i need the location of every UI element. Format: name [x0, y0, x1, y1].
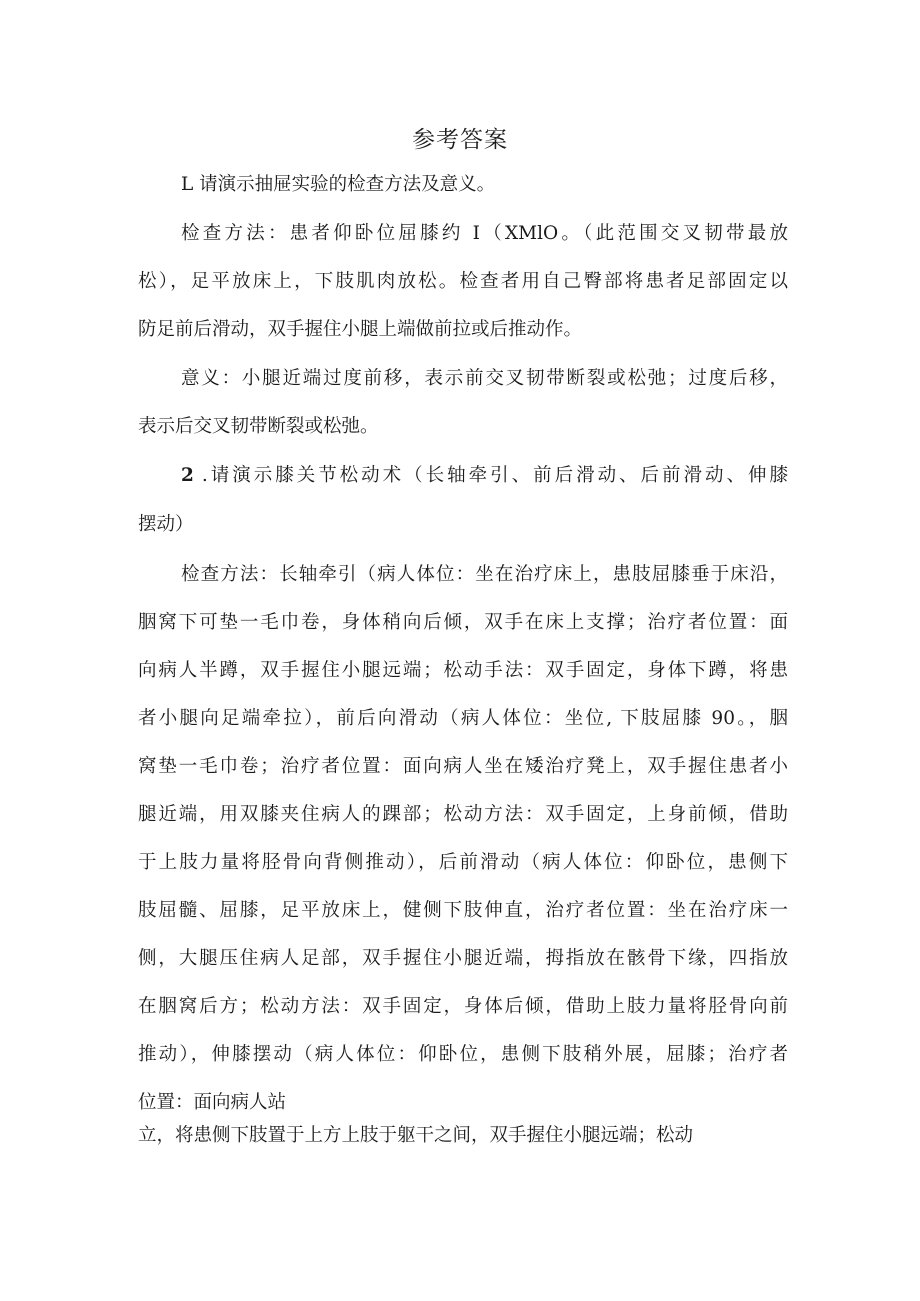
q1-method-line-3: 防足前后滑动，双手握住小腿上端做前拉或后推动作。: [138, 319, 583, 340]
q2-method-line-12: 位置：面向病人站: [138, 1092, 287, 1113]
q2-method-line-13: 立，将患侧下肢置于上方上肢于躯干之间，双手握住小腿远端；松动: [138, 1125, 694, 1146]
page-title: 参考答案: [412, 127, 508, 153]
q1-meaning-line-1: 意义：小腿近端过度前移，表示前交叉韧带断裂或松弛；过度后移，: [181, 368, 788, 389]
q1-method-line-2: 松），足平放床上，下肢肌肉放松。检查者用自己臀部将患者足部固定以: [138, 271, 788, 292]
q2-method-line-4: 者小腿向足端牵拉），前后向滑动（病人体位：坐位, 下肢屈膝 90。，胭: [138, 708, 788, 729]
q2-method-line-10: 在胭窝后方；松动方法：双手固定，身体后倾，借助上肢力量将胫骨向前: [138, 996, 788, 1017]
q2-method-line-3: 向病人半蹲，双手握住小腿远端；松动手法：双手固定，身体下蹲，将患: [138, 660, 788, 681]
q2-method-line-6: 腿近端，用双膝夹住病人的踝部；松动方法：双手固定，上身前倾，借助: [138, 804, 788, 825]
q2-method-line-1: 检查方法：长轴牵引（病人体位：坐在治疗床上，患肢屈膝垂于床沿，: [181, 564, 788, 585]
q2-method-line-2: 胭窝下可垫一毛巾卷，身体稍向后倾，双手在床上支撑；治疗者位置：面: [138, 612, 788, 633]
q2-method-line-7: 于上肢力量将胫骨向背侧推动），后前滑动（病人体位：仰卧位，患侧下: [138, 852, 788, 873]
question-2-heading-line-2: 摆动）: [138, 514, 194, 535]
q2-method-line-5: 窝垫一毛巾卷；治疗者位置：面向病人坐在矮治疗凳上，双手握住患者小: [138, 756, 788, 777]
question-2-heading: [181, 463, 788, 489]
q1-method-line-1: 检查方法：患者仰卧位屈膝约 I（XMlO。（此范围交叉韧带最放: [181, 223, 788, 244]
question-2-number: 2: [181, 465, 194, 486]
q2-method-line-11: 推动），伸膝摆动（病人体位：仰卧位，患侧下肢稍外展，屈膝；治疗者: [138, 1044, 788, 1065]
q2-method-line-8: 肢屈髓、屈膝，足平放床上，健侧下肢伸直，治疗者位置：坐在治疗床一: [138, 900, 788, 921]
q2-method-line-9: 侧，大腿压住病人足部，双手握住小腿近端，拇指放在骸骨下缘，四指放: [138, 948, 788, 969]
question-1-heading: L 请演示抽屉实验的检查方法及意义。: [181, 174, 496, 195]
question-2-heading-text: .请演示膝关节松动术（长轴牵引、前后滑动、后前滑动、伸膝: [201, 465, 788, 486]
q1-meaning-line-2: 表示后交叉韧带断裂或松弛。: [138, 416, 379, 437]
